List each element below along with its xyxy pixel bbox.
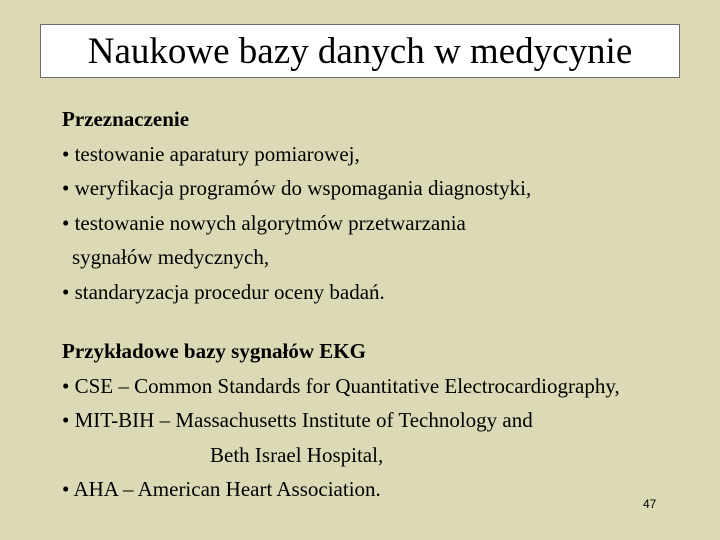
page-number: 47 (643, 497, 657, 511)
purpose-bullet-4: • standaryzacja procedur oceny badań. (62, 279, 385, 304)
purpose-bullet-2: • weryfikacja programów do wspomagania diagnostyki, (62, 176, 532, 200)
examples-bullet-cse: • CSE – Common Standards for Quantitative Electrocardiography, (62, 373, 620, 398)
purpose-heading: Przeznaczenie (62, 107, 190, 131)
slide-title: Naukowe bazy danych w medycynie (87, 30, 633, 72)
examples-bullet-mit-bih: • MIT-BIH – Massachusetts Institute of Technology and (62, 408, 533, 432)
examples-bullet-mit-bih-continuation: Beth Israel Hospital, (210, 442, 384, 467)
purpose-bullet-3: • testowanie nowych algorytmów przetwarzania (62, 210, 466, 235)
examples-section (62, 334, 620, 507)
slide-title-box (40, 24, 680, 78)
purpose-bullet-3-continuation: sygnałów medycznych, (72, 245, 270, 269)
examples-bullet-aha: • AHA – American Heart Association. (62, 477, 381, 501)
examples-heading: Przykładowe bazy sygnałów EKG (62, 339, 366, 363)
purpose-section (62, 102, 531, 309)
purpose-bullet-1: • testowanie aparatury pomiarowej, (62, 141, 360, 166)
